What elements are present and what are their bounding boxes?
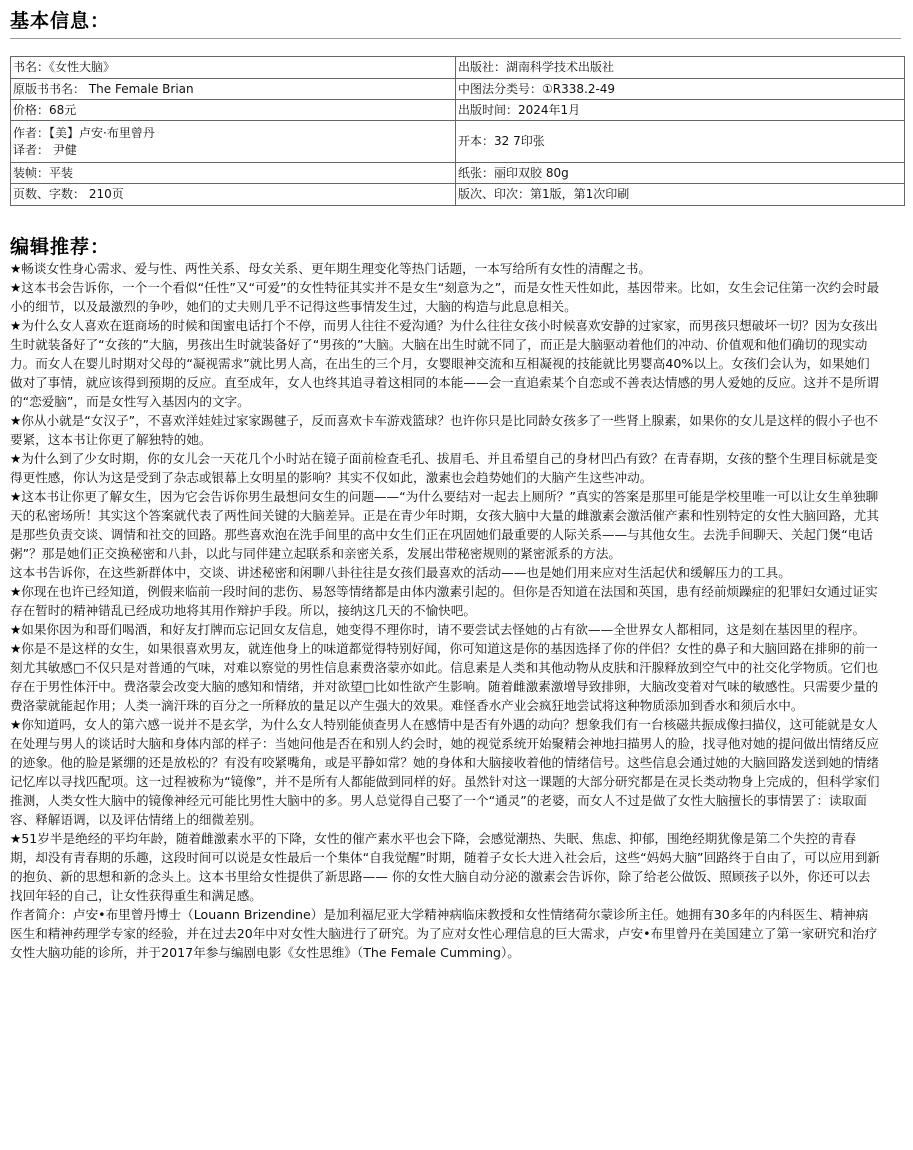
- text-paragraph: [10, 905, 880, 962]
- paragraph-text: 作者简介：卢安•布里曾丹博士（Louann Brizendine）是加利福尼亚大学精神病临床教授和女性情绪荷尔蒙诊所主任。她拥有30多年的内科医生、精神病医生和精神药理学专家的经验，并在过去20年中对女性大脑进行了研究。为了应对女性心理信息的巨大需求，卢安•布里曾丹在美国建立了第一家研究和治疗女性大脑功能的诊所，并于2017年参与编剧电影《女性思维》（The Female Cumming）。: [10, 907, 878, 960]
- book-info-table: [10, 56, 905, 206]
- star-icon: ★: [10, 261, 22, 276]
- format-cell: 开本：32 7印张: [456, 121, 905, 163]
- star-icon: ★: [10, 622, 22, 637]
- table-row: [11, 100, 905, 121]
- star-icon: ★: [10, 451, 22, 466]
- paragraph-text: 你是不是这样的女生，如果很喜欢男友，就连他身上的味道都觉得特别好闻，你可知道这是你的基因选择了你的伴侣？女性的鼻子和大脑回路在排卵的前一刻尤其敏感□不仅只是对普通的气味，对难以察觉的男性信息素费洛蒙亦如此。信息素是人类和其他动物从皮肤和汗腺释放到空气中的社交化学物质。它们也存在于男性体汗中。费洛蒙会改变大脑的感知和情绪，并对欲望□比如性欲产生影响。随着雌激素激增导致排卵，大脑改变着对气味的敏感性。只需要少量的费洛蒙就能起作用；人类一滴汗珠的百分之一所释放的量足以产生强大的效果。难怪香水产业会疯狂地尝试将这种物质添加到香水和须后水中。: [10, 641, 879, 713]
- editor-recommendation-heading: 编辑推荐：: [10, 236, 111, 258]
- publisher-cell: 出版社：湖南科学技术出版社: [456, 57, 905, 79]
- star-icon: ★: [10, 280, 22, 295]
- author-line: 作者：【美】卢安·布里曾丹: [13, 125, 155, 140]
- star-icon: ★: [10, 641, 22, 656]
- paragraph-text: 这本书告诉你，在这些新群体中，交谈、讲述秘密和闲聊八卦往往是女孩们最喜欢的活动——也是她们用来应对生活起伏和缓解压力的工具。: [10, 565, 791, 580]
- recommendation-paragraph: [10, 411, 880, 449]
- edition-cell: 版次、印次：第1版，第1次印刷: [456, 184, 905, 206]
- recommendation-paragraph: [10, 487, 880, 563]
- recommendation-paragraph: [10, 259, 880, 278]
- star-icon: ★: [10, 413, 22, 428]
- star-icon: ★: [10, 584, 22, 599]
- book-title-cell: 书名：《女性大脑》: [11, 57, 456, 79]
- table-row: [11, 163, 905, 184]
- paragraph-text: 为什么女人喜欢在逛商场的时候和闺蜜电话打个不停，而男人往往不爱沟通？为什么往往女孩小时候喜欢安静的过家家，而男孩只想破坏一切？因为女孩出生时就装备好了“女孩的”大脑，男孩出生时就装备好了“男孩的”大脑。大脑在出生时就不同了，而正是大脑驱动着他们的冲动、价值观和他们确切的现实动力。而女人在婴儿时期对父母的“凝视需求”就比男人高，在出生的三个月，女婴眼神交流和互相凝视的技能就比男婴高40%以上。女孩们会认为，如果她们做对了事情，就应该得到预期的反应。直至成年，女人也终其追寻着这相同的本能——会一直追索某个自恋或不善表达情感的男人爱她的反应。这并不是所谓的“恋爱脑”，而是女性写入基因内的文字。: [10, 318, 879, 409]
- price-cell: 价格：68元: [11, 100, 456, 121]
- star-icon: ★: [10, 489, 22, 504]
- recommendation-paragraph: [10, 715, 880, 829]
- table-row: [11, 184, 905, 206]
- publish-date-cell: 出版时间：2024年1月: [456, 100, 905, 121]
- star-icon: ★: [10, 831, 22, 846]
- translator-line: 译者： 尹健: [13, 142, 77, 157]
- author-translator-cell: [11, 121, 456, 163]
- heading-divider: [10, 38, 901, 39]
- paragraph-text: 51岁半是绝经的平均年龄，随着雌激素水平的下降，女性的催产素水平也会下降，会感觉潮热、失眠、焦虑、抑郁，围绝经期犹像是第二个失控的青春期，却没有青春期的乐趣，这段时间可以说是女性最后一个集体“自我觉醒”时期，随着子女长大进入社会后，这些“妈妈大脑”回路终于自由了，可以应用到新的抱负、新的思想和新的念头上。这本书里给女性提供了新思路—— 你的女性大脑自动分泌的激素会告诉你，除了给老公做饭、照顾孩子以外，你还可以去找回年轻的自己，让女性获得重生和满足感。: [10, 831, 880, 903]
- paragraph-text: 为什么到了少女时期，你的女儿会一天花几个小时站在镜子面前检查毛孔、拔眉毛、并且希望自己的身材凹凸有致？在青春期，女孩的整个生理目标就是变得更性感，你认为这是受到了杂志或银幕上女明星的影响？其实不仅如此，激素也会趋势她们的大脑产生这些冲动。: [10, 451, 878, 485]
- basic-info-heading: 基本信息：: [10, 10, 111, 32]
- paper-cell: 纸张：丽印双胶 80g: [456, 163, 905, 184]
- paragraph-text: 这本书会告诉你，一个一个看似“任性”又“可爱”的女性特征其实并不是女生“刻意为之”，而是女性天性如此，基因带来。比如，女生会记住第一次约会时最小的细节，以及最激烈的争吵，她们的丈夫则几乎不记得这些事情发生过，大脑的构造与此息息相关。: [10, 280, 880, 314]
- paragraph-text: 你知道吗，女人的第六感一说并不是玄学，为什么女人特别能侦查男人在感情中是否有外遇的动向？想象我们有一台核磁共振成像扫描仪，这可能就是女人在处理与男人的谈话时大脑和身体内部的样子：当她问他是否在和别人约会时，她的视觉系统开始聚精会神地扫描男人的脸，找寻他对她的提问做出情绪反应的迹象。他的脸是紧绷的还是放松的？有没有咬紧嘴角，或是平静如常？她的身体和大脑接收着他的情绪信号。这些信息会通过她的大脑回路发送到她的情绪记忆库以寻找匹配项。这一过程被称为“镜像”，并不是所有人都能做到同样的好。虽然针对这一课题的大部分研究都是在灵长类动物身上完成的，但科学家们推测，人类女性大脑中的镜像神经元可能比男性大脑中的多。男人总觉得自己娶了一个“通灵”的老婆，而女人不过是做了女性大脑擅长的事情罢了：读取面容、释解语调，以及评估情绪上的细微差别。: [10, 717, 880, 827]
- binding-cell: 装帧：平装: [11, 163, 456, 184]
- table-row: [11, 121, 905, 163]
- paragraph-text: 你现在也许已经知道，例假来临前一段时间的悲伤、易怒等情绪都是由体内激素引起的。但你是否知道在法国和英国，患有经前烦躁症的犯罪妇女通过证实存在暂时的精神错乱已经成功地将其用作辩护手段。所以，接纳这几天的不愉快吧。: [10, 584, 878, 618]
- table-row: [11, 57, 905, 79]
- classification-cell: 中图法分类号：①R338.2-49: [456, 79, 905, 100]
- recommendation-paragraph: [10, 278, 880, 316]
- recommendation-paragraph: [10, 582, 880, 620]
- recommendation-body: [10, 259, 880, 962]
- paragraph-text: 你从小就是“女汉子”，不喜欢洋娃娃过家家踢毽子，反而喜欢卡车游戏篮球？也许你只是比同龄女孩多了一些肾上腺素，如果你的女儿是这样的假小子也不要紧，这本书让你更了解独特的她。: [10, 413, 879, 447]
- paragraph-text: 畅谈女性身心需求、爱与性、两性关系、母女关系、更年期生理变化等热门话题，一本写给所有女性的清醒之书。: [21, 261, 651, 276]
- star-icon: ★: [10, 318, 22, 333]
- recommendation-paragraph: [10, 620, 880, 639]
- star-icon: ★: [10, 717, 22, 732]
- recommendation-paragraph: [10, 829, 880, 905]
- text-paragraph: [10, 563, 880, 582]
- recommendation-paragraph: [10, 316, 880, 411]
- table-row: [11, 79, 905, 100]
- pages-cell: 页数、字数： 210页: [11, 184, 456, 206]
- recommendation-paragraph: [10, 639, 880, 715]
- paragraph-text: 如果你因为和哥们喝酒，和好友打牌而忘记回女友信息，她变得不理你时，请不要尝试去怪她的占有欲——全世界女人都相同，这是刻在基因里的程序。: [21, 622, 866, 637]
- recommendation-paragraph: [10, 449, 880, 487]
- original-title-cell: 原版书书名： The Female Brian: [11, 79, 456, 100]
- paragraph-text: 这本书让你更了解女生，因为它会告诉你男生最想问女生的问题——“为什么要结对一起去上厕所？”真实的答案是那里可能是学校里唯一可以让女生单独聊天的私密场所！其实这个答案就代表了两性间关键的大脑差异。正是在青少年时期，女孩大脑中大量的雌激素会激活催产素和性别特定的女性大脑回路，尤其是那些负责交谈、调情和社交的回路。那些喜欢泡在洗手间里的高中女生们正在巩固她们最重要的人际关系——与其他女生。去洗手间聊天、关起门煲“电话粥”？那是她们正交换秘密和八卦，以此与同伴建立起联系和亲密关系，发展出带秘密规则的紧密派系的方法。: [10, 489, 879, 561]
